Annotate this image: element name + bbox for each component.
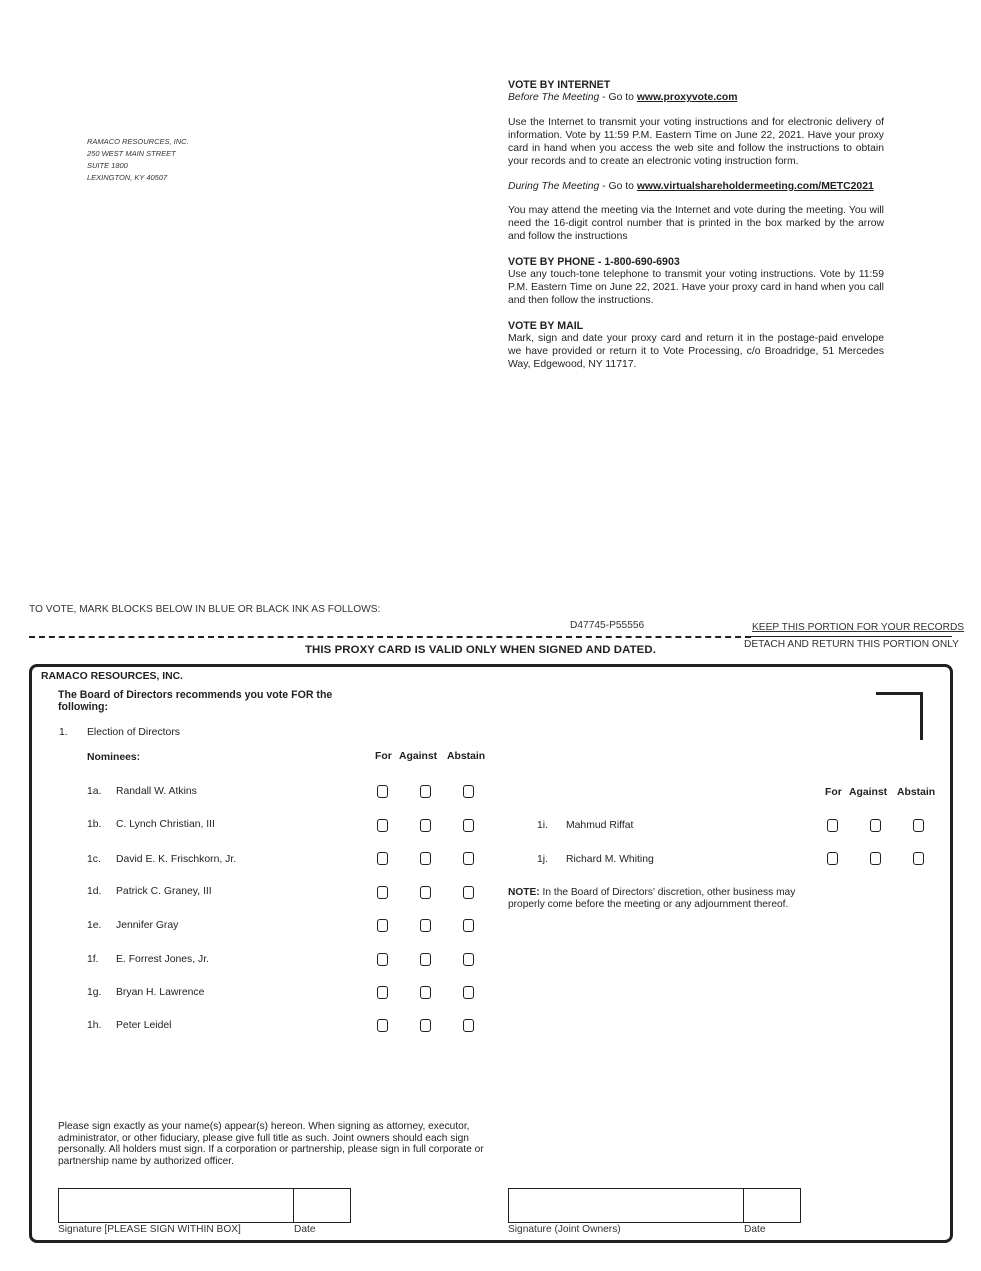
column-header-for: For bbox=[375, 751, 392, 762]
detach-label: DETACH AND RETURN THIS PORTION ONLY bbox=[744, 639, 959, 650]
proxyvote-link[interactable]: www.proxyvote.com bbox=[636, 92, 738, 103]
during-meeting-label: During The Meeting bbox=[508, 180, 600, 192]
nominee-number: 1e. bbox=[87, 920, 102, 931]
vote-against-checkbox[interactable] bbox=[420, 1019, 431, 1032]
return-address-line: SUITE 1800 bbox=[87, 161, 128, 170]
vote-against-checkbox[interactable] bbox=[420, 953, 431, 966]
vote-abstain-checkbox[interactable] bbox=[463, 852, 474, 865]
nominees-label: Nominees: bbox=[87, 752, 141, 763]
vote-internet-heading: VOTE BY INTERNET bbox=[508, 79, 611, 91]
phone-body: Use any touch-tone telephone to transmit your voting instructions. Vote by 11:59 P.M. Eastern Time on June 22, 2021. Have your proxy card in hand when you call and then follow the instructions. bbox=[508, 269, 884, 306]
vote-abstain-checkbox[interactable] bbox=[463, 886, 474, 899]
nominee-name: Randall W. Atkins bbox=[116, 786, 197, 797]
nominee-name: Patrick C. Graney, III bbox=[116, 886, 212, 897]
nominee-name: Jennifer Gray bbox=[116, 920, 179, 931]
nominee-name: E. Forrest Jones, Jr. bbox=[116, 954, 209, 965]
vote-against-checkbox[interactable] bbox=[870, 852, 881, 865]
vote-abstain-checkbox[interactable] bbox=[463, 919, 474, 932]
column-header-against: Against bbox=[849, 787, 888, 798]
control-box-corner-mark bbox=[876, 692, 923, 695]
virtual-meeting-link[interactable]: www.virtualshareholdermeeting.com/METC2021 bbox=[636, 180, 874, 192]
board-discretion-note bbox=[508, 887, 808, 910]
control-id: D47745-P55556 bbox=[570, 620, 645, 631]
board-recommendation: The Board of Directors recommends you vote FOR the following: bbox=[58, 689, 333, 713]
nominee-name: David E. K. Frischkorn, Jr. bbox=[116, 854, 237, 865]
nominee-name: Mahmud Riffat bbox=[566, 820, 634, 831]
joint-date-label: Date bbox=[744, 1224, 766, 1235]
during-meeting-goto: - Go to bbox=[599, 180, 637, 192]
signature-box[interactable] bbox=[58, 1188, 294, 1223]
vote-against-checkbox[interactable] bbox=[420, 785, 431, 798]
vote-against-checkbox[interactable] bbox=[420, 852, 431, 865]
column-header-abstain: Abstain bbox=[897, 787, 936, 798]
vote-against-checkbox[interactable] bbox=[420, 886, 431, 899]
column-header-against: Against bbox=[399, 751, 438, 762]
vote-for-checkbox[interactable] bbox=[377, 986, 388, 999]
vote-abstain-checkbox[interactable] bbox=[913, 819, 924, 832]
vote-for-checkbox[interactable] bbox=[377, 919, 388, 932]
vote-abstain-checkbox[interactable] bbox=[463, 953, 474, 966]
before-meeting-goto: - Go to bbox=[599, 92, 637, 103]
vote-for-checkbox[interactable] bbox=[377, 886, 388, 899]
nominee-name: Peter Leidel bbox=[116, 1020, 172, 1031]
vote-mail-heading: VOTE BY MAIL bbox=[508, 319, 584, 332]
nominee-number: 1f. bbox=[87, 954, 99, 965]
vote-for-checkbox[interactable] bbox=[377, 785, 388, 798]
vote-for-checkbox[interactable] bbox=[377, 953, 388, 966]
item-number: 1. bbox=[59, 727, 68, 738]
nominee-name: C. Lynch Christian, III bbox=[116, 819, 215, 830]
joint-signature-box[interactable] bbox=[508, 1188, 744, 1223]
during-meeting-body: You may attend the meeting via the Internet and vote during the meeting. You will need the 16-digit control number that is printed in the box marked by the arrow and follow the instructions bbox=[508, 205, 884, 243]
internet-body: Use the Internet to transmit your voting instructions and for electronic delivery of information. Vote by 11:59 P.M. Eastern Time on June 22, 2021. Have your proxy card in hand when you access the web site and follow the instructions to obtain your records and to create an electronic voting instruction form. bbox=[508, 116, 884, 167]
nominee-number: 1a. bbox=[87, 786, 102, 797]
valid-notice: THIS PROXY CARD IS VALID ONLY WHEN SIGNED AND DATED. bbox=[305, 644, 656, 656]
column-header-abstain: Abstain bbox=[447, 751, 486, 762]
card-company-name: RAMACO RESOURCES, INC. bbox=[41, 671, 184, 682]
column-header-for: For bbox=[825, 787, 842, 798]
vote-phone-heading: VOTE BY PHONE - 1-800-690-6903 bbox=[508, 256, 680, 269]
joint-signature-label: Signature (Joint Owners) bbox=[508, 1224, 621, 1235]
to-vote-instruction: TO VOTE, MARK BLOCKS BELOW IN BLUE OR BLACK INK AS FOLLOWS: bbox=[29, 604, 381, 615]
mail-body: Mark, sign and date your proxy card and return it in the postage-paid envelope we have provided or return it to Vote Processing, c/o Broadridge, 51 Mercedes Way, Edgewood, NY 11717. bbox=[508, 332, 884, 370]
control-box-corner-mark bbox=[920, 692, 923, 740]
note-text: In the Board of Directors' discretion, other business may properly come before the meeting or any adjournment thereof. bbox=[508, 887, 796, 910]
keep-portion-label: KEEP THIS PORTION FOR YOUR RECORDS bbox=[752, 622, 965, 633]
vote-for-checkbox[interactable] bbox=[827, 852, 838, 865]
nominee-name: Bryan H. Lawrence bbox=[116, 987, 205, 998]
signature-label: Signature [PLEASE SIGN WITHIN BOX] bbox=[58, 1224, 241, 1235]
nominee-name: Richard M. Whiting bbox=[566, 854, 654, 865]
vote-against-checkbox[interactable] bbox=[420, 986, 431, 999]
return-address-line: RAMACO RESOURCES, INC. bbox=[87, 137, 189, 146]
vote-for-checkbox[interactable] bbox=[827, 819, 838, 832]
nominee-number: 1h. bbox=[87, 1020, 102, 1031]
vote-abstain-checkbox[interactable] bbox=[463, 819, 474, 832]
date-label: Date bbox=[294, 1224, 316, 1235]
vote-abstain-checkbox[interactable] bbox=[463, 986, 474, 999]
return-address-line: 250 WEST MAIN STREET bbox=[87, 149, 176, 158]
nominee-number: 1d. bbox=[87, 886, 102, 897]
vote-for-checkbox[interactable] bbox=[377, 852, 388, 865]
vote-for-checkbox[interactable] bbox=[377, 1019, 388, 1032]
before-meeting-line bbox=[508, 92, 884, 105]
nominee-number: 1b. bbox=[87, 819, 102, 830]
note-label: NOTE: bbox=[508, 887, 540, 898]
return-address-line: LEXINGTON, KY 40507 bbox=[87, 173, 168, 182]
detach-dashed-line bbox=[29, 636, 751, 638]
detach-solid-line bbox=[751, 636, 952, 637]
nominee-number: 1i. bbox=[537, 820, 548, 831]
nominee-number: 1g. bbox=[87, 987, 102, 998]
vote-against-checkbox[interactable] bbox=[870, 819, 881, 832]
vote-against-checkbox[interactable] bbox=[420, 819, 431, 832]
nominee-number: 1j. bbox=[537, 854, 548, 865]
signing-instructions: Please sign exactly as your name(s) appear(s) hereon. When signing as attorney, executor, administrator, or other fiduciary, please give full title as such. Joint owners should each sign personally. All holders must sign. If a corporation or partnership, please sign in full corporate or partnership name by authorized officer. bbox=[58, 1121, 484, 1167]
voting-instructions bbox=[508, 79, 884, 372]
vote-for-checkbox[interactable] bbox=[377, 819, 388, 832]
joint-date-box[interactable] bbox=[744, 1188, 801, 1223]
return-address bbox=[87, 136, 189, 184]
nominee-number: 1c. bbox=[87, 854, 101, 865]
item-title: Election of Directors bbox=[87, 727, 180, 738]
vote-abstain-checkbox[interactable] bbox=[463, 1019, 474, 1032]
date-box[interactable] bbox=[294, 1188, 351, 1223]
vote-abstain-checkbox[interactable] bbox=[913, 852, 924, 865]
before-meeting-label: Before The Meeting bbox=[508, 92, 600, 103]
vote-against-checkbox[interactable] bbox=[420, 919, 431, 932]
vote-abstain-checkbox[interactable] bbox=[463, 785, 474, 798]
during-meeting-line bbox=[508, 181, 884, 194]
